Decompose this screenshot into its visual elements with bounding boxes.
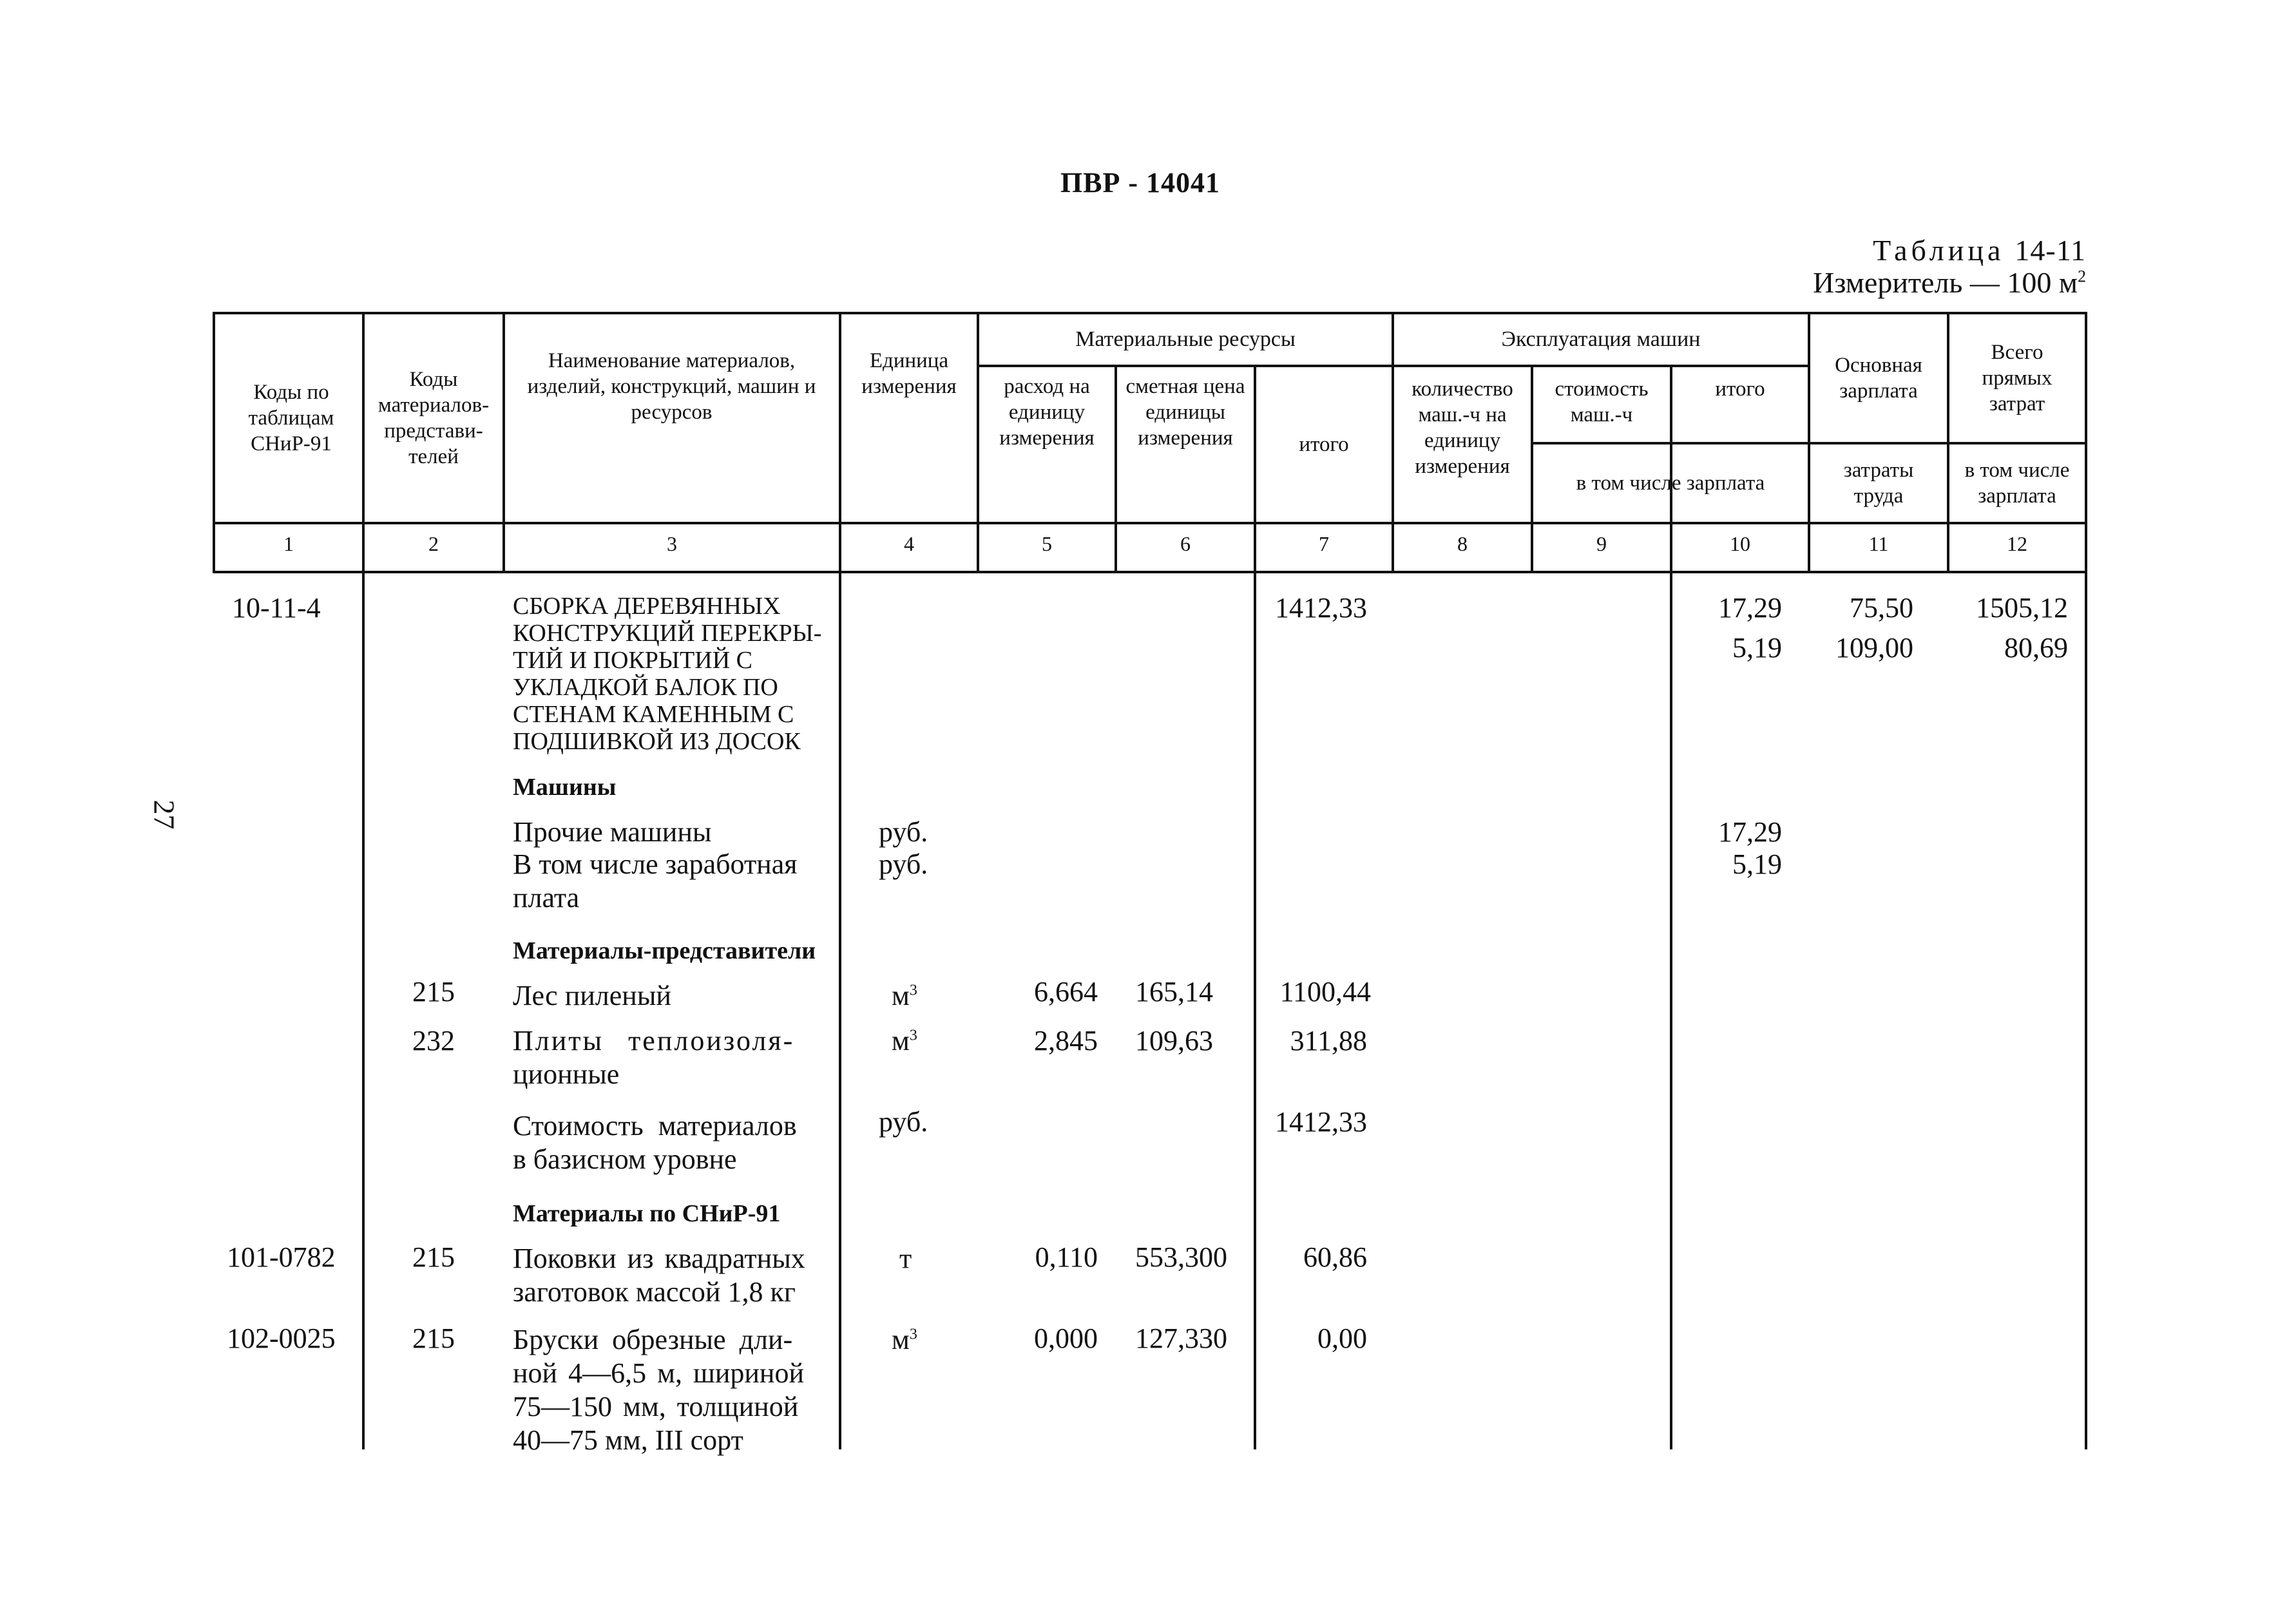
header-col6: сметная цена единицы измерения bbox=[1125, 375, 1245, 450]
col-line-6 bbox=[1254, 365, 1256, 1449]
row-bars-total: 0,00 bbox=[1317, 1323, 1367, 1354]
row-bars-code2: 215 bbox=[412, 1323, 455, 1354]
row-lumber-price: 165,14 bbox=[1135, 976, 1213, 1008]
col-number: 10 bbox=[1730, 532, 1750, 555]
row-lumber-name: Лес пиленый bbox=[513, 980, 671, 1011]
row-main-machines-total: 17,29 bbox=[1718, 592, 1782, 624]
section-snir-materials: Материалы по СНиР-91 bbox=[513, 1200, 781, 1227]
row-forgings-name: Поковки из квадратных заготовок массой 1,8 кг bbox=[513, 1243, 805, 1308]
header-col3: Наименование материалов, изделий, конструкций, машин и ресурсов bbox=[527, 349, 816, 424]
col-number: 4 bbox=[904, 532, 914, 555]
row-plates-price: 109,63 bbox=[1135, 1025, 1213, 1056]
row-plates-rate: 2,845 bbox=[1034, 1025, 1098, 1056]
col-number: 7 bbox=[1319, 532, 1329, 555]
row-main-code: 10-11-4 bbox=[232, 592, 321, 624]
page-number: 27 bbox=[148, 799, 181, 830]
row-main-direct-total: 1505,12 bbox=[1976, 592, 2068, 624]
col-line-9 bbox=[1670, 365, 1672, 1449]
row-forgings-rate: 0,110 bbox=[1035, 1241, 1098, 1273]
row-main-machines-wage: 5,19 bbox=[1732, 632, 1782, 664]
row-base-cost-unit: руб. bbox=[879, 1106, 928, 1138]
row-incl-wage-total: 5,19 bbox=[1732, 848, 1782, 880]
col-number: 9 bbox=[1596, 532, 1607, 555]
row-main-name: СБОРКА ДЕРЕВЯННЫХ КОНСТРУКЦИЙ ПЕРЕКРЫ- ТИЙ И ПОКРЫТИЙ С УКЛАДКОЙ БАЛОК ПО СТЕНАМ КАМЕННЫМ С ПОДШИВКОЙ ИЗ ДОСОК bbox=[513, 593, 822, 755]
row-lumber-total: 1100,44 bbox=[1279, 976, 1371, 1008]
row-lumber-rate: 6,664 bbox=[1034, 976, 1098, 1008]
header-col5: расход на единицу измерения bbox=[999, 375, 1095, 450]
row-main-labor: 109,00 bbox=[1835, 632, 1913, 664]
header-col11-bottom: затраты труда bbox=[1843, 459, 1914, 508]
col-line-12 bbox=[2085, 312, 2087, 1449]
row-bars-name: Бруски обрезные дли- ной 4—6,5 м, шириной 75—150 мм, толщиной 40—75 мм, III сорт bbox=[513, 1324, 805, 1456]
row-incl-wage-unit: руб. bbox=[879, 848, 928, 880]
row-base-cost-total: 1412,33 bbox=[1275, 1106, 1367, 1138]
col-number: 3 bbox=[667, 532, 677, 555]
col-number: 5 bbox=[1042, 532, 1052, 555]
row-other-machines-total: 17,29 bbox=[1718, 816, 1782, 848]
row-plates-unit: $м^3$ bbox=[892, 1025, 917, 1056]
section-machines: Машины bbox=[513, 774, 617, 801]
row-bars-rate: 0,000 bbox=[1034, 1323, 1098, 1354]
row-plates-total: 311,88 bbox=[1290, 1025, 1367, 1056]
header-group-machines: Эксплуатация машин bbox=[1501, 327, 1701, 351]
header-group-materials: Материальные ресурсы bbox=[1075, 327, 1296, 351]
section-representative-materials: Материалы-представители bbox=[513, 937, 816, 964]
row-plates-code2: 232 bbox=[412, 1025, 455, 1056]
col-number: 11 bbox=[1868, 532, 1889, 555]
row-other-machines-unit: руб. bbox=[879, 816, 928, 848]
row-lumber-unit: $м^3$ bbox=[892, 980, 917, 1011]
numbers-bottom-line bbox=[213, 571, 2087, 573]
row-forgings-price: 553,300 bbox=[1135, 1241, 1227, 1273]
header-col12-top: Всего прямых затрат bbox=[1982, 341, 2053, 416]
col-number: 8 bbox=[1457, 532, 1468, 555]
col-number: 2 bbox=[428, 532, 439, 555]
col-line-3 bbox=[839, 312, 841, 1449]
row-bars-price: 127,330 bbox=[1135, 1323, 1227, 1354]
col-number: 6 bbox=[1180, 532, 1191, 555]
row-lumber-code2: 215 bbox=[412, 976, 455, 1008]
header-col12-bottom: в том числе зарплата bbox=[1964, 459, 2070, 508]
row-forgings-code2: 215 bbox=[412, 1241, 455, 1273]
row-main-total: 1412,33 bbox=[1275, 592, 1367, 624]
row-forgings-total: 60,86 bbox=[1303, 1241, 1367, 1273]
row-incl-wage-name: В том числе заработная плата bbox=[513, 848, 798, 913]
row-base-cost-name: Стоимость материалов в базисном уровне bbox=[513, 1110, 797, 1175]
row-main-direct-wage: 80,69 bbox=[2004, 632, 2068, 664]
row-bars-unit: $м^3$ bbox=[892, 1324, 917, 1355]
table-label: Таблица 14-11 bbox=[1873, 234, 2086, 267]
header-col4: Единица измерения bbox=[861, 349, 957, 398]
header-col2: Коды материалов-представи-телей bbox=[378, 368, 490, 468]
row-bars-code1: 102-0025 bbox=[227, 1323, 336, 1354]
header-col10: итого bbox=[1715, 377, 1765, 401]
header-col11-top: Основная зарплата bbox=[1835, 354, 1922, 403]
header-col7: итого bbox=[1299, 433, 1349, 456]
header-col8: количество маш.-ч на единицу измерения bbox=[1412, 377, 1513, 478]
row-forgings-code1: 101-0782 bbox=[227, 1241, 336, 1273]
measure-unit: Измеритель — 100 $м^2$ bbox=[1813, 266, 2086, 299]
header-bottom-line bbox=[213, 522, 2087, 524]
document-title: ПВР - 14041 bbox=[1060, 167, 1221, 198]
row-plates-name: Плиты теплоизоля- ционные bbox=[513, 1025, 795, 1090]
header-sub-9-10: в том числе зарплата bbox=[1576, 472, 1765, 495]
row-main-wage: 75,50 bbox=[1850, 592, 1913, 624]
row-forgings-unit: т bbox=[899, 1243, 912, 1274]
col-number: 12 bbox=[2007, 532, 2027, 555]
header-col1: Коды по таблицам СНиР-91 bbox=[248, 381, 334, 455]
header-col9: стоимость маш.-ч bbox=[1555, 377, 1649, 426]
col-number: 1 bbox=[283, 532, 294, 555]
row-other-machines-name: Прочие машины bbox=[513, 816, 712, 848]
